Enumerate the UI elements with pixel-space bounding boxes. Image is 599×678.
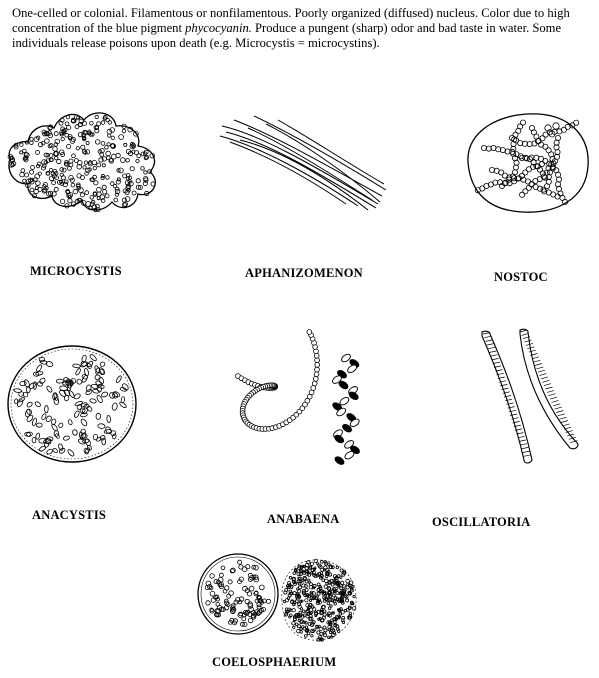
label-nostoc: NOSTOC — [494, 270, 548, 284]
aphanizomenon-illustration — [218, 112, 388, 212]
anacystis-illustration — [4, 342, 140, 466]
label-aphanizomenon: APHANIZOMENON — [245, 266, 363, 280]
label-oscillatoria: OSCILLATORIA — [432, 515, 531, 529]
intro-text-before: One-celled or colonial. Filamentous or nonfilamentous. Poorly organized (diffused) nucleus. Color due to high concentration of the blue pigment — [12, 6, 570, 35]
label-coelosphaerium: COELOSPHAERIUM — [212, 655, 337, 669]
oscillatoria-illustration — [474, 326, 584, 470]
anabaena-illustration — [218, 324, 378, 474]
intro-paragraph — [12, 6, 572, 51]
label-anacystis: ANACYSTIS — [32, 508, 107, 522]
nostoc-illustration — [462, 108, 592, 216]
coelosphaerium-illustration — [196, 546, 364, 648]
microcystis-illustration — [2, 100, 170, 220]
intro-pigment: phycocyanin. — [185, 21, 252, 35]
intro-text-after: Produce a pungent (sharp) odor and bad taste in water. Some individuals release poisons upon death (e.g. Microcystis = microcystins). — [12, 21, 562, 50]
label-anabaena: ANABAENA — [267, 512, 340, 526]
label-microcystis: MICROCYSTIS — [30, 264, 122, 278]
